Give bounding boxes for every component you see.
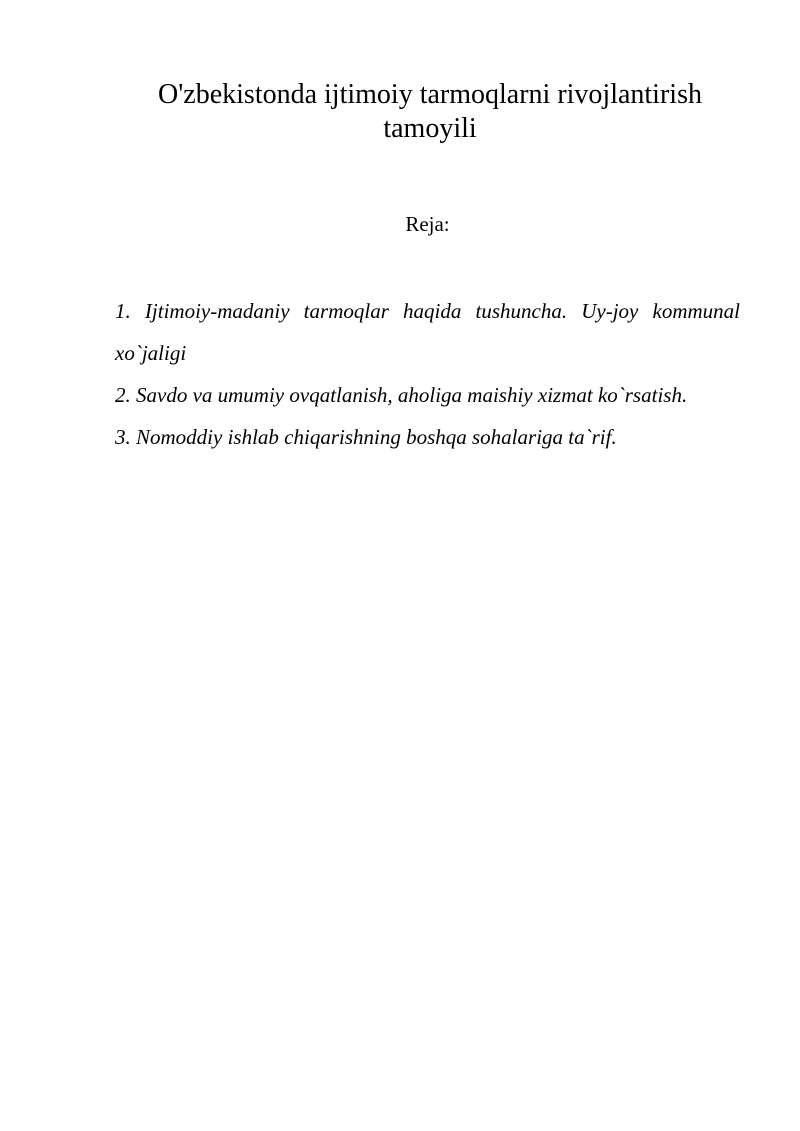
document-title: O'zbekistonda ijtimoiy tarmoqlarni rivojlantirish tamoyili xyxy=(158,79,702,144)
plan-list xyxy=(115,290,740,458)
plan-item-3: 3. Nomoddiy ishlab chiqarishning boshqa sohalariga ta`rif. xyxy=(115,425,617,449)
plan-item-1: 1. Ijtimoiy-madaniy tarmoqlar haqida tushuncha. Uy-joy kommunal xo`jaligi xyxy=(115,299,740,365)
plan-item-2: 2. Savdo va umumiy ovqatlanish, aholiga maishiy xizmat ko`rsatish. xyxy=(115,383,688,407)
plan-heading: Reja: xyxy=(405,212,450,236)
